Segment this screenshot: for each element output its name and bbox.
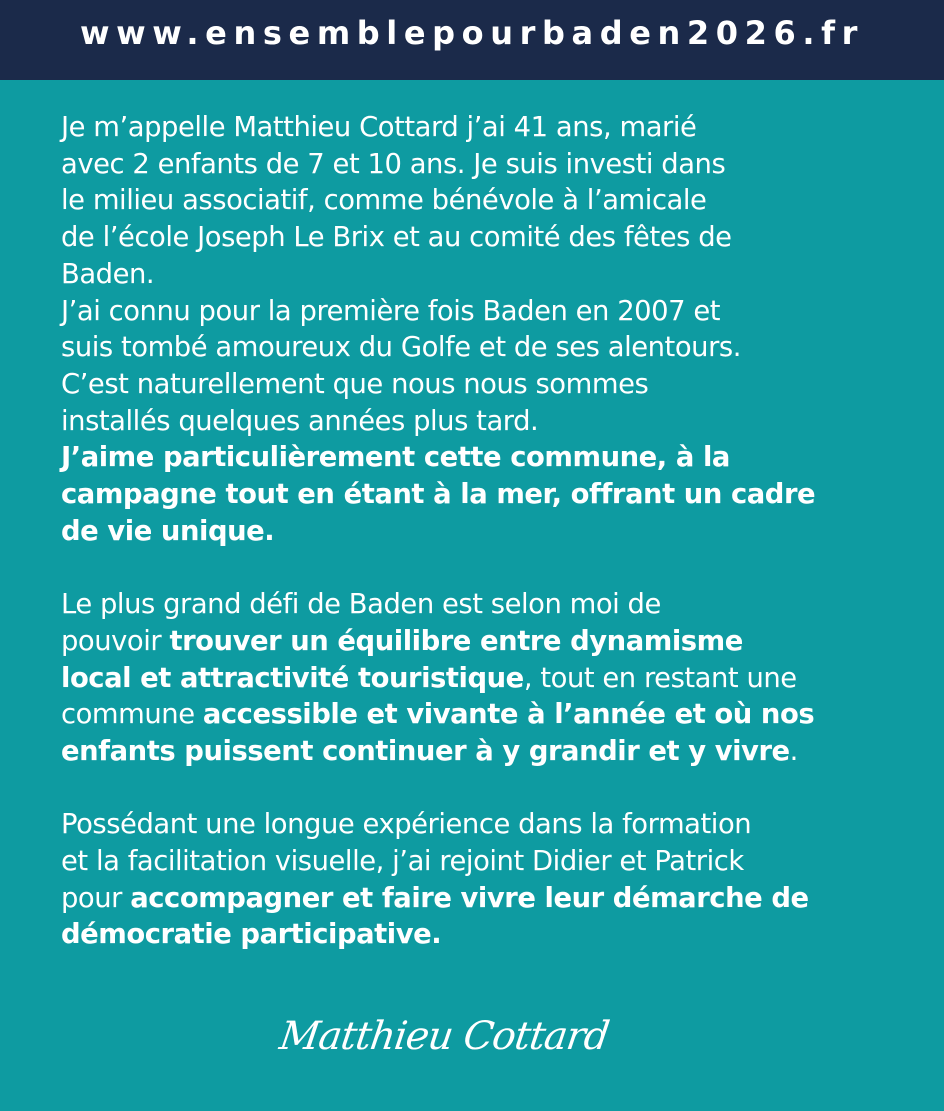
bold-text-line: J’aime particulièrement cette commune, à la: [61, 442, 730, 474]
paragraph-challenge: [61, 587, 911, 771]
text-line: Le plus grand défi de Baden est selon moi de: [61, 589, 661, 621]
text-span: .: [789, 735, 798, 767]
text-span: commune: [61, 699, 203, 731]
text-span: pour: [61, 882, 131, 914]
text-line: [61, 734, 911, 771]
bold-text-span: accessible et vivante à l’année et où nos: [202, 699, 815, 731]
bold-text-span: accompagner et faire vivre leur démarche de: [130, 882, 809, 914]
bold-text-line: de vie unique.: [61, 515, 275, 547]
paragraph-experience: [61, 807, 911, 954]
bold-text-span: enfants puissent continuer à y grandir et y vivre: [61, 735, 790, 767]
text-line: Possédant une longue expérience dans la formation: [61, 809, 752, 841]
text-span: pouvoir: [61, 625, 170, 657]
text-line: [61, 881, 911, 918]
text-line: installés quelques années plus tard.: [61, 405, 539, 437]
text-line: J’ai connu pour la première fois Baden en 2007 et: [61, 295, 721, 327]
text-line: et la facilitation visuelle, j’ai rejoint Didier et Patrick: [61, 846, 744, 878]
bold-text-line: campagne tout en étant à la mer, offrant un cadre: [61, 479, 816, 511]
paragraph-intro: [61, 110, 911, 550]
paragraph-spacer: [61, 771, 911, 808]
letter-body: [61, 110, 911, 954]
bold-text-span: trouver un équilibre entre dynamisme: [169, 625, 743, 657]
text-span: , tout en restant une: [523, 662, 797, 694]
text-line: C’est naturellement que nous nous sommes: [61, 368, 649, 400]
text-line: Baden.: [61, 258, 155, 290]
text-line: Je m’appelle Matthieu Cottard j’ai 41 ans, marié: [61, 112, 697, 143]
paragraph-spacer: [61, 550, 911, 587]
text-line: [61, 624, 911, 661]
signature: Matthieu Cottard: [276, 1014, 612, 1059]
text-line: [61, 661, 911, 698]
text-line: [61, 697, 911, 734]
text-line: le milieu associatif, comme bénévole à l’amicale: [61, 185, 707, 217]
text-line: avec 2 enfants de 7 et 10 ans. Je suis investi dans: [61, 148, 726, 180]
bold-text-line: démocratie participative.: [61, 919, 442, 951]
text-line: de l’école Joseph Le Brix et au comité des fêtes de: [61, 222, 732, 254]
text-line: suis tombé amoureux du Golfe et de ses alentours.: [61, 332, 741, 364]
bold-text-span: local et attractivité touristique: [61, 662, 524, 694]
website-url: www.ensemblepourbaden2026.fr: [79, 14, 865, 52]
header-banner: [0, 0, 944, 80]
